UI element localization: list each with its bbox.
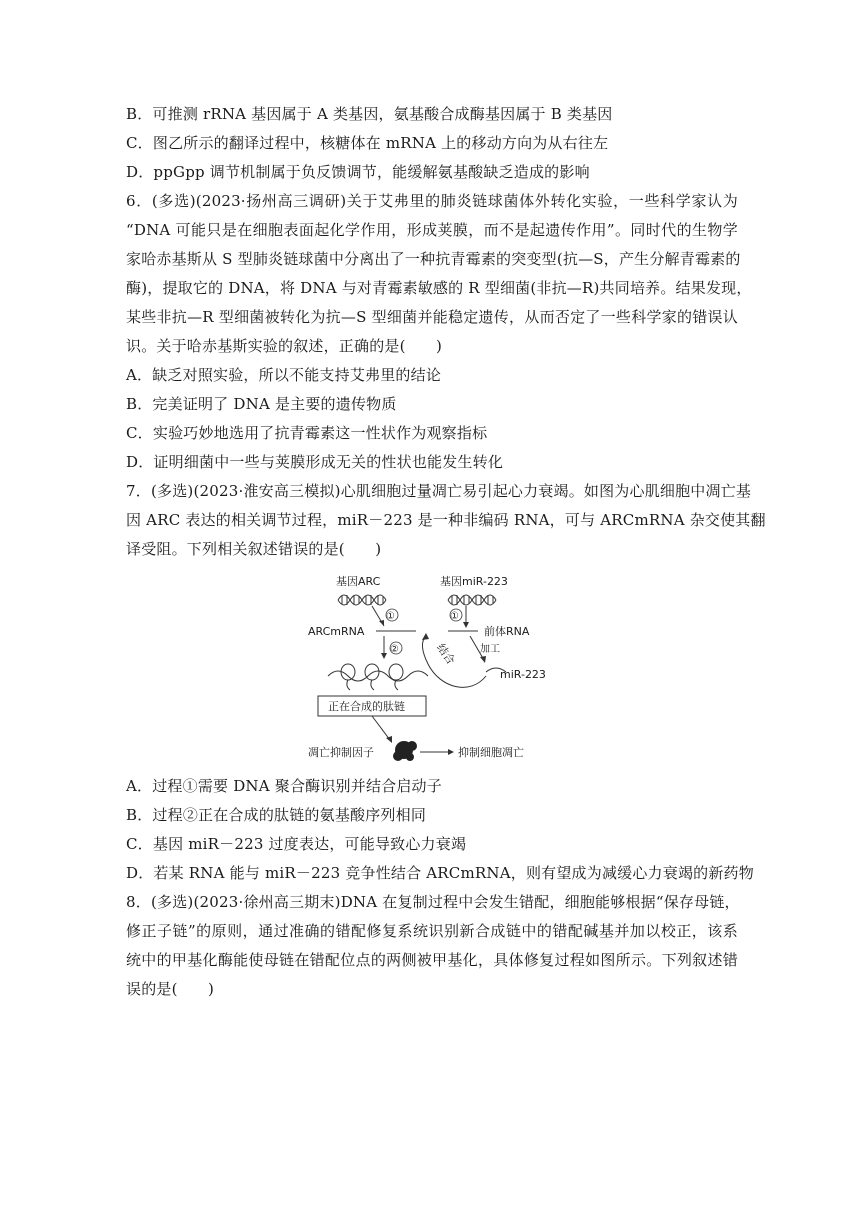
dna-helix-arc-icon bbox=[338, 595, 386, 605]
question-7-stem-3: 译受阻。下列相关叙述错误的是( ) bbox=[126, 540, 382, 558]
question-8-stem-3: 统中的甲基化酶能使母链在错配位点的两侧被甲基化，具体修复过程如图所示。下列叙述错 bbox=[126, 951, 738, 969]
arrowhead bbox=[448, 749, 454, 755]
arrowhead bbox=[381, 653, 387, 659]
arrowhead bbox=[422, 633, 429, 640]
binding-curve bbox=[423, 636, 487, 687]
question-6-stem-3: 家哈赤基斯从 S 型肺炎链球菌中分离出了一种抗青霉素的突变型(抗—S，产生分解青霉素的 bbox=[126, 250, 741, 268]
arc-mrna-label: ARCmRNA bbox=[308, 625, 365, 638]
apoptosis-inhibitor-label: 凋亡抑制因子 bbox=[308, 746, 374, 759]
step-2-label: ② bbox=[390, 644, 399, 655]
option-6b: B．完美证明了 DNA 是主要的遗传物质 bbox=[126, 395, 397, 413]
peptide-box-label: 正在合成的肽链 bbox=[328, 700, 405, 713]
processing-label: 加工 bbox=[480, 644, 500, 655]
question-8-stem-1: 8．(多选)(2023·徐州高三期末)DNA 在复制过程中会发生错配，细胞能够根据“保存母链， bbox=[126, 893, 740, 911]
gene-arc-label: 基因ARC bbox=[336, 575, 381, 588]
question-6-stem-5: 某些非抗—R 型细菌被转化为抗—S 型细菌并能稳定遗传，从而否定了一些科学家的错误认 bbox=[126, 308, 738, 326]
option-7b: B．过程②正在合成的肽链的氨基酸序列相同 bbox=[126, 806, 427, 824]
binding-label: 结合 bbox=[434, 641, 458, 667]
arrowhead bbox=[463, 622, 469, 628]
precursor-rna-label: 前体RNA bbox=[484, 625, 530, 638]
question-6-stem-1: 6．(多选)(2023·扬州高三调研)关于艾弗里的肺炎链球菌体外转化实验，一些科学家认为 bbox=[126, 192, 738, 210]
option-6d: D．证明细菌中一些与荚膜形成无关的性状也能发生转化 bbox=[126, 453, 504, 471]
question-8-stem-4: 误的是( ) bbox=[126, 980, 215, 998]
option-7d: D．若某 RNA 能与 miR－223 竞争性结合 ARCmRNA，则有望成为减缓心力衰竭的新药物 bbox=[126, 864, 754, 882]
arc-regulation-diagram bbox=[300, 572, 560, 772]
question-8-stem-2: 修正子链”的原则，通过准确的错配修复系统识别新合成链中的错配碱基并加以校正，该系 bbox=[126, 922, 738, 940]
protein-blob-icon bbox=[393, 741, 417, 761]
option-6c: C．实验巧妙地选用了抗青霉素这一性状作为观察指标 bbox=[126, 424, 488, 442]
mir223-label: miR-223 bbox=[500, 668, 546, 681]
arrowhead bbox=[379, 620, 384, 626]
question-6-stem-2: “DNA 可能只是在细胞表面起化学作用，形成荚膜，而不是起遗传作用”。同时代的生物学 bbox=[126, 221, 738, 239]
question-6-stem-4: 酶)，提取它的 DNA，将 DNA 与对青霉素敏感的 R 型细菌(非抗—R)共同培养。结果发现， bbox=[126, 279, 752, 297]
question-7-stem-1: 7．(多选)(2023·淮安高三模拟)心肌细胞过量凋亡易引起心力衰竭。如图为心肌细胞中凋亡基 bbox=[126, 482, 752, 500]
option-5b: B．可推测 rRNA 基因属于 A 类基因，氨基酸合成酶基因属于 B 类基因 bbox=[126, 105, 613, 123]
step-1-left-label: ① bbox=[386, 611, 395, 622]
arrowhead bbox=[480, 656, 486, 663]
question-7-stem-2: 因 ARC 表达的相关调节过程，miR－223 是一种非编码 RNA，可与 ARCmRNA 杂交使其翻 bbox=[126, 511, 766, 529]
option-5c: C．图乙所示的翻译过程中，核糖体在 mRNA 上的移动方向为从右往左 bbox=[126, 134, 609, 152]
ribosome-icon bbox=[341, 664, 403, 690]
gene-mir-label: 基因miR-223 bbox=[440, 575, 508, 588]
inhibit-apoptosis-label: 抑制细胞凋亡 bbox=[458, 746, 524, 759]
product-arrow bbox=[372, 716, 390, 740]
step-1-right-label: ① bbox=[450, 611, 459, 622]
question-6-stem-6: 识。关于哈赤基斯实验的叙述，正确的是( ) bbox=[126, 337, 443, 355]
option-6a: A．缺乏对照实验，所以不能支持艾弗里的结论 bbox=[126, 366, 442, 384]
dna-helix-mir-icon bbox=[448, 595, 496, 605]
option-7c: C．基因 miR－223 过度表达，可能导致心力衰竭 bbox=[126, 835, 467, 853]
arrowhead bbox=[386, 736, 392, 743]
option-7a: A．过程①需要 DNA 聚合酶识别并结合启动子 bbox=[126, 777, 442, 795]
option-5d: D．ppGpp 调节机制属于负反馈调节，能缓解氨基酸缺乏造成的影响 bbox=[126, 163, 590, 181]
